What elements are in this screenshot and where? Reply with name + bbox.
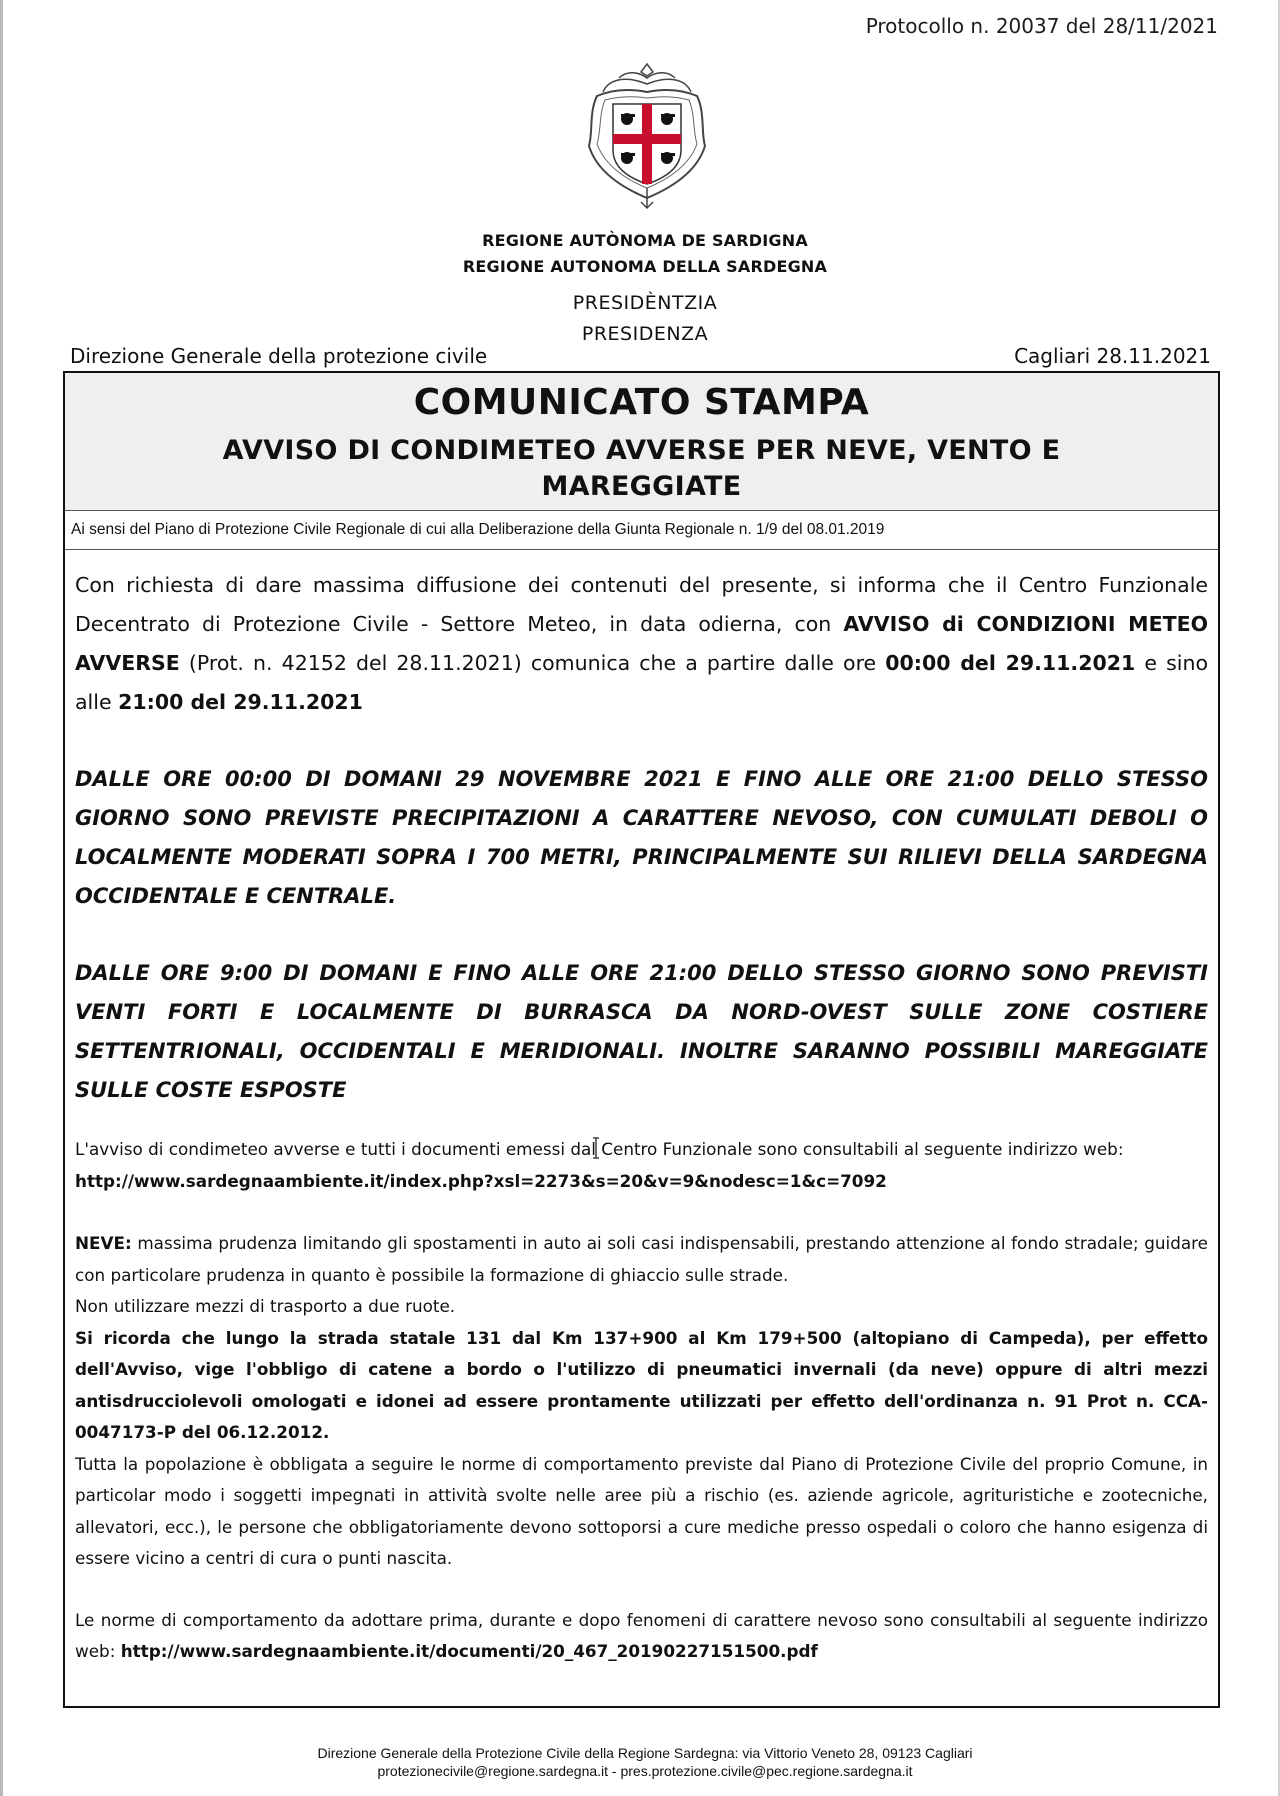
directorate-name: Direzione Generale della protezione civile [70,344,488,368]
norme-paragraph [75,1605,1208,1668]
footer [0,1744,1280,1780]
title-box [65,373,1218,511]
neve-paragraph [75,1228,1208,1291]
intro-bold-avviso: AVVISO di CONDIZIONI METEO AVVERSE [75,612,1208,675]
presidency-italian: PRESIDENZA [581,323,709,345]
avviso-web-text-b: Centro Funzionale sono consultabili al seguente indirizzo web: [595,1139,1124,1159]
chains-notice-paragraph: Si ricorda che lungo la strada statale 131 dal Km 137+900 al Km 179+500 (altopiano di Campeda), per effetto dell'Avviso, vige l'obbligo di catene a bordo o l'utilizzo di pneumatici invernali (da neve) oppure di altri mezzi antisdrucciolevoli omologati e idonei ad essere prontamente utilizzati per effetto dell'ordinanza n. 91 Prot n. CCA-0047173-P del 06.12.2012. [75,1327,1208,1442]
avviso-web-link[interactable]: http://www.sardegnaambiente.it/index.php?xsl=2273&s=20&v=9&nodesc=1&c=7092 [75,1170,887,1191]
intro-text-3: e sino alle [75,651,1208,714]
avviso-web-paragraph [75,1134,1208,1197]
neve-text: massima prudenza limitando gli spostamenti in auto ai soli casi indispensabili, prestando attenzione al fondo stradale; guidare con particolare prudenza in quanto è possibile la formazione di ghiaccio sulle strade. [75,1233,1208,1285]
protocol-number: Protocollo n. 20037 del 28/11/2021 [865,14,1218,38]
presidency-sardinian: PRESIDÈNTZIA [572,292,718,314]
region-name-block [0,228,1280,280]
presidency-block [0,288,1280,350]
population-paragraph: Tutta la popolazione è obbligata a seguire le norme di comportamento previste dal Piano di Protezione Civile del proprio Comune, in particolar modo i soggetti impegnati in attività svolte nelle aree più a rischio (es. aziende agricole, agrituristiche e zootecniche, allevatori, ecc.), le persone che obbligatoriamente devono sottoporsi a cure mediche presso ospedali o coloro che hanno esigenza di essere vicino a centri di cura o punti nascita. [75,1453,1208,1568]
press-release-box [63,371,1220,1708]
press-release-body [75,566,1208,1668]
intro-bold-start: 00:00 del 29.11.2021 [885,651,1136,675]
intro-paragraph [75,566,1208,722]
intro-bold-end: 21:00 del 29.11.2021 [118,690,363,714]
press-release-subtitle: AVVISO DI CONDIMETEO AVVERSE PER NEVE, VENTO E MAREGGIATE [222,435,1061,502]
snow-alert-paragraph: DALLE ORE 00:00 DI DOMANI 29 NOVEMBRE 2021 E FINO ALLE ORE 21:00 DELLO STESSO GIORNO SONO PREVISTE PRECIPITAZIONI A CARATTERE NEVOSO, CON CUMULATI DEBOLI O LOCALMENTE MODERATI SOPRA I 700 METRI, PRINCIPALMENTE SUI RILIEVI DELLA SARDEGNA OCCIDENTALE E CENTRALE. [75,767,1208,908]
neve-section [75,1228,1208,1575]
footer-emails: protezionecivile@regione.sardegna.it - pres.protezione.civile@pec.regione.sardegna.it [377,1763,913,1779]
region-name-italian: REGIONE AUTONOMA DELLA SARDEGNA [462,257,828,276]
avviso-web-text-a: L'avviso di condimeteo avverse e tutti i documenti emessi dal [75,1139,596,1159]
place-and-date: Cagliari 28.11.2021 [1014,344,1211,368]
intro-text-2: (Prot. n. 42152 del 28.11.2021) comunica che a partire dalle ore [179,651,886,675]
sardinia-coat-of-arms-icon [583,62,711,212]
intro-text-1: Con richiesta di dare massima diffusione dei contenuti del presente, si informa che il Centro Funzionale Decentrato di Protezione Civile - Settore Meteo, in data odierna, con [75,573,1208,636]
no-two-wheels-line: Non utilizzare mezzi di trasporto a due ruote. [75,1296,456,1316]
norme-link[interactable]: http://www.sardegnaambiente.it/documenti/20_467_20190227151500.pdf [120,1641,818,1661]
wind-alert-paragraph: DALLE ORE 9:00 DI DOMANI E FINO ALLE ORE 21:00 DELLO STESSO GIORNO SONO PREVISTI VENTI FORTI E LOCALMENTE DI BURRASCA DA NORD-OVEST SULLE ZONE COSTIERE SETTENTRIONALI, OCCIDENTALI E MERIDIONALI. INOLTRE SARANNO POSSIBILI MAREGGIATE SULLE COSTE ESPOSTE [75,961,1208,1102]
footer-address: Direzione Generale della Protezione Civile della Regione Sardegna: via Vittorio Veneto 28, 09123 Cagliari [317,1745,973,1761]
press-release-title: COMUNICATO STAMPA [413,382,870,423]
region-name-sardinian: REGIONE AUTÒNOMA DE SARDIGNA [482,231,808,250]
norme-text: Le norme di comportamento da adottare prima, durante e dopo fenomeni di carattere nevoso sono consultabili al seguente indirizzo web: [75,1609,1208,1661]
legal-basis-line: Ai sensi del Piano di Protezione Civile Regionale di cui alla Deliberazione della Giunta Regionale n. 1/9 del 08.01.2019 [65,510,1218,550]
neve-label: NEVE: [75,1233,132,1253]
